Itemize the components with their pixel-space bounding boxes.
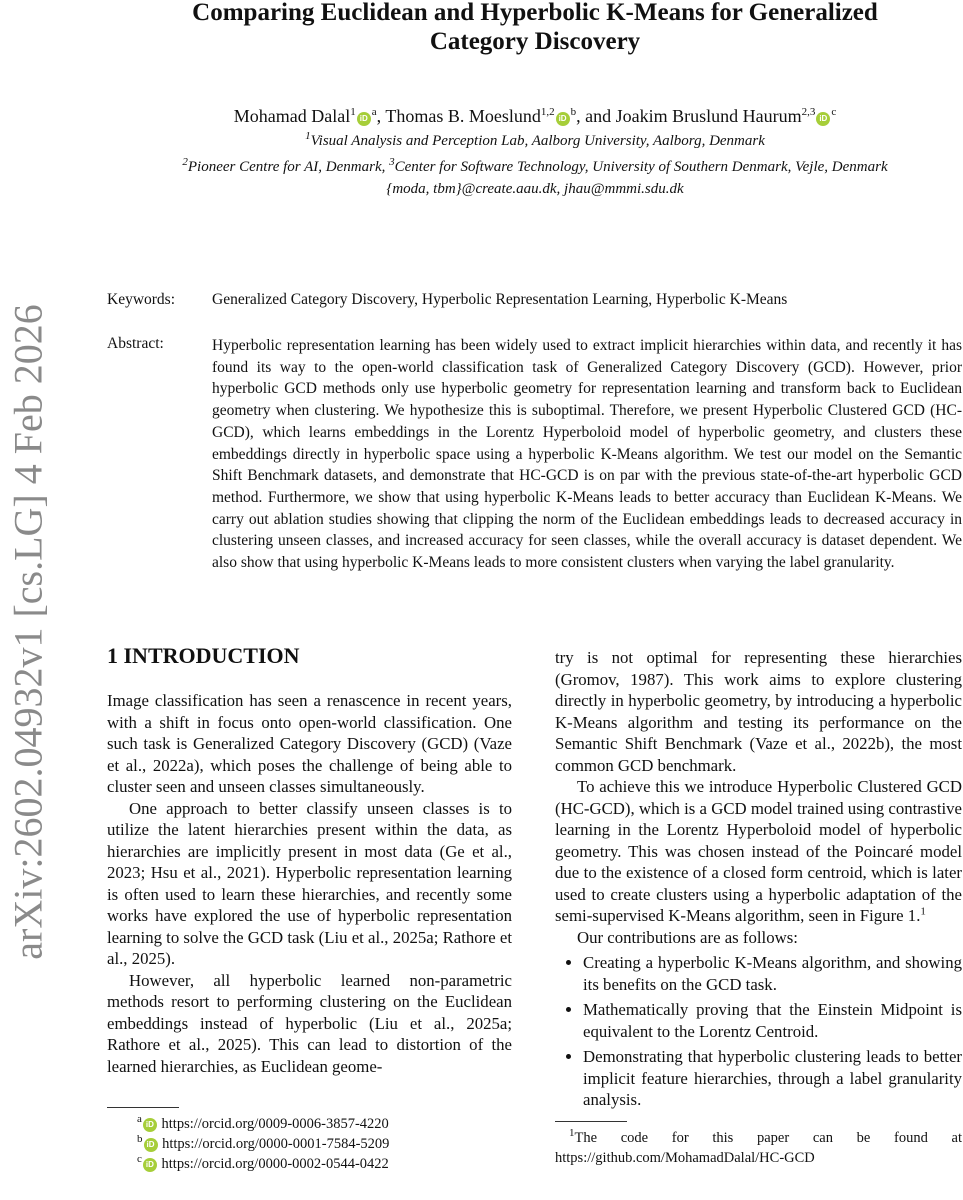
orcid-icon: iD bbox=[144, 1138, 158, 1152]
aff-text: Visual Analysis and Perception Lab, Aalborg University, Aalborg, Denmark bbox=[310, 133, 765, 149]
orcid-link[interactable]: https://orcid.org/0000-0001-7584-5209 bbox=[162, 1136, 390, 1152]
footnote-item bbox=[107, 1134, 512, 1154]
orcid-icon: iD bbox=[143, 1158, 157, 1172]
author-affiliation-mark: 1 bbox=[350, 106, 356, 118]
abstract-label: Abstract: bbox=[107, 335, 164, 352]
aff-number: 3 bbox=[389, 156, 395, 168]
footnote-mark: b bbox=[137, 1133, 143, 1146]
author-name: Thomas B. Moeslund bbox=[385, 106, 541, 126]
orcid-mark: b bbox=[570, 106, 577, 118]
orcid-icon[interactable]: iD bbox=[357, 112, 371, 126]
footnote-item bbox=[107, 1114, 512, 1134]
left-column bbox=[107, 690, 512, 1174]
code-footnote bbox=[555, 1128, 962, 1168]
separator: , and bbox=[576, 106, 616, 126]
footnote-mark: a bbox=[137, 1113, 142, 1126]
paragraph: Our contributions are as follows: bbox=[577, 927, 798, 947]
affiliation-1 bbox=[100, 130, 963, 152]
list-item: • Creating a hyperbolic K-Means algorithm, and showing its benefits on the GCD task. bbox=[583, 952, 962, 995]
keywords: Generalized Category Discovery, Hyperbolic Representation Learning, Hyperbolic K-Means bbox=[212, 291, 788, 308]
footnote-text: The code for this paper can be found at https://github.com/MohamadDalal/HC-GCD bbox=[555, 1129, 962, 1166]
paragraph: One approach to better classify unseen classes is to utilize the latent hierarchies present within the data, as hierarchies are implicitly present in most data (Ge et al., 2023; Hsu et al., 2021). Hyperbolic representation learning is often used to learn these hierarchies, and recently some works have explored the use of hyperbolic representation learning to solve the GCD task (Liu et al., 2025a; Rathore et al., 2025). bbox=[107, 798, 512, 968]
orcid-link[interactable]: https://orcid.org/0009-0006-3857-4220 bbox=[161, 1116, 389, 1132]
footnote-mark: 1 bbox=[569, 1126, 575, 1139]
footnote-rule bbox=[107, 1107, 179, 1108]
orcid-footnotes bbox=[107, 1114, 512, 1174]
paragraph: However, all hyperbolic learned non-parametric methods resort to performing clustering on the Euclidean embeddings instead of hyperbolic (Liu et al., 2025a; Rathore et al., 2025). This can lead to distortion of the learned hierarchies, as Euclidean geome- bbox=[107, 970, 512, 1076]
keywords-label: Keywords: bbox=[107, 291, 176, 308]
orcid-mark: c bbox=[831, 106, 837, 118]
abstract-text: Hyperbolic representation learning has been widely used to extract implicit hierarchies within data, and recently it has found its way to the open-world classification task of Generalized Category Discovery (GCD). However, prior hyperbolic GCD methods only use hyperbolic geometry for representation learning and transform back to Euclidean geometry when clustering. We hypothesize this is suboptimal. Therefore, we present Hyperbolic Clustered GCD (HC-GCD), which learns embeddings in the Lorentz Hyperboloid model of hyperbolic geometry, and clusters these embeddings directly in hyperbolic space using a hyperbolic K-Means algorithm. We test our model on the Semantic Shift Benchmark datasets, and demonstrate that HC-GCD is on par with the previous state-of-the-art hyperbolic GCD method. Furthermore, we show that using hyperbolic K-Means leads to better accuracy than Euclidean K-Means. We carry out ablation studies showing that clipping the norm of the Euclidean embeddings leads to decreased accuracy in clustering unseen classes, and increased accuracy for seen classes, while the overall accuracy is dataset dependent. We also show that using hyperbolic K-Means leads to more consistent clusters when varying the label granularity. bbox=[212, 337, 962, 572]
paragraph: try is not optimal for representing these hierarchies (Gromov, 1987). This work aims to explore clustering directly in hyperbolic geometry, by introducing a hyperbolic K-Means algorithm and testing its performance on the Semantic Shift Benchmark (Vaze et al., 2022b), the most common GCD benchmark. bbox=[555, 648, 962, 775]
footnote-mark: c bbox=[137, 1153, 142, 1166]
aff-text: Pioneer Centre for AI, Denmark, bbox=[187, 159, 390, 175]
author-emails: {moda, tbm}@create.aau.dk, jhau@mmmi.sdu.dk bbox=[386, 181, 684, 197]
paragraph bbox=[555, 776, 962, 927]
author-name: Joakim Bruslund Haurum bbox=[615, 106, 802, 126]
orcid-icon: iD bbox=[143, 1118, 157, 1132]
aff-number: 1 bbox=[305, 130, 311, 142]
orcid-icon[interactable]: iD bbox=[816, 112, 830, 126]
orcid-link[interactable]: https://orcid.org/0000-0002-0544-0422 bbox=[161, 1156, 389, 1172]
author-list bbox=[100, 104, 963, 128]
paragraph-text: To achieve this we introduce Hyperbolic Clustered GCD (HC-GCD), which is a GCD model trained using contrastive learning in the Lorentz Hyperboloid model of hyperbolic geometry. This was chosen instead of the Poincaré model due to the existence of a closed form centroid, which is later used to create clusters using a hyperbolic adaptation of the semi-supervised K-Means algorithm, seen in Figure 1. bbox=[555, 777, 962, 925]
list-item: • Demonstrating that hyperbolic clustering leads to better implicit feature hierarchies, through a label granularity analysis. bbox=[583, 1046, 962, 1111]
paper-title bbox=[110, 0, 960, 56]
section-heading: 1 INTRODUCTION bbox=[107, 643, 300, 668]
author-name: Mohamad Dalal bbox=[233, 106, 351, 126]
separator: , bbox=[376, 106, 386, 126]
contributions-list bbox=[555, 952, 962, 1111]
orcid-mark: a bbox=[371, 106, 377, 118]
title-line-2: Category Discovery bbox=[429, 28, 641, 55]
aff-number: 2 bbox=[182, 156, 188, 168]
paragraph: Image classification has seen a renascence in recent years, with a shift in focus onto open-world classification. One such task is Generalized Category Discovery (GCD) (Vaze et al., 2022a), which poses the challenge of being able to cluster seen and unseen classes simultaneously. bbox=[107, 691, 512, 796]
author-affiliation-mark: 1,2 bbox=[540, 106, 555, 118]
footnote-ref[interactable]: 1 bbox=[920, 905, 926, 918]
aff-text: Center for Software Technology, University of Southern Denmark, Vejle, Denmark bbox=[394, 159, 888, 175]
list-item: • Mathematically proving that the Einstein Midpoint is equivalent to the Lorentz Centroid. bbox=[583, 999, 962, 1042]
affiliation-2-3 bbox=[100, 156, 963, 178]
arxiv-stamp: arXiv:2602.04932v1 [cs.LG] 4 Feb 2026 bbox=[5, 304, 51, 960]
orcid-icon[interactable]: iD bbox=[556, 112, 570, 126]
author-affiliation-mark: 2,3 bbox=[801, 106, 816, 118]
footnote-rule bbox=[555, 1121, 627, 1122]
right-column bbox=[555, 647, 962, 1168]
footnote-item bbox=[107, 1154, 512, 1174]
title-line-1: Comparing Euclidean and Hyperbolic K-Means for Generalized bbox=[192, 0, 878, 26]
